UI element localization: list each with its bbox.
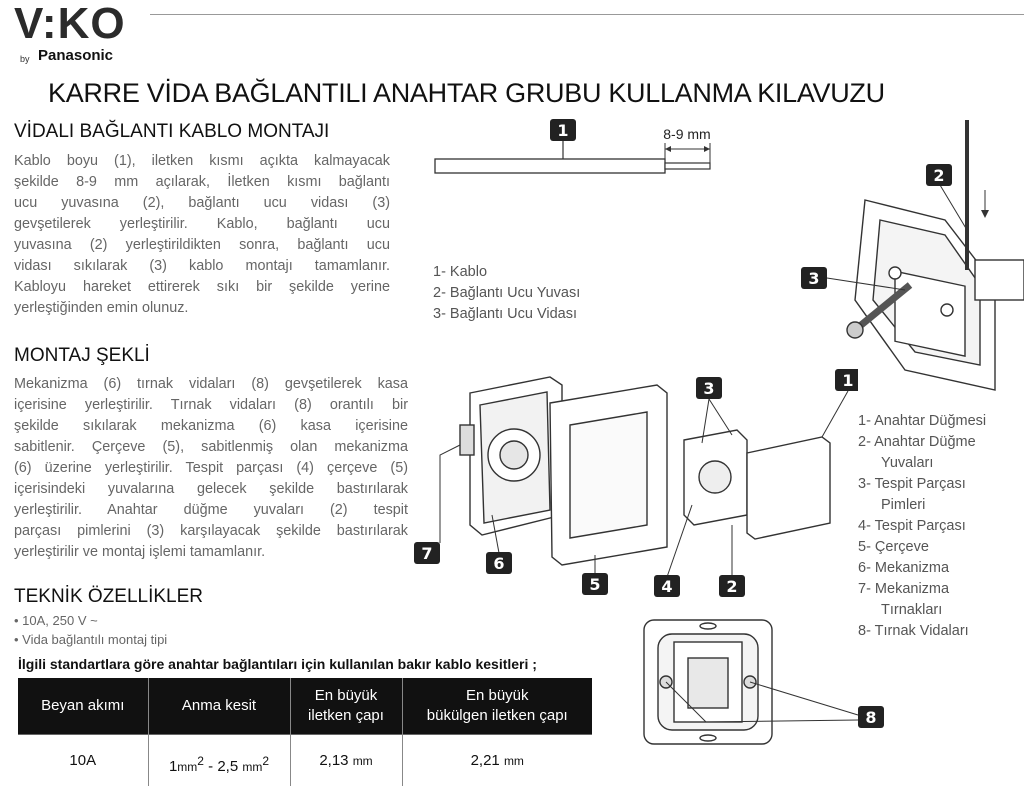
legend-cable-item: 1- Kablo [433,264,488,280]
table-header-cell: Anma kesit [148,678,290,734]
paragraph-line: yerleştirilir ve montaj işlemi tamamlanır. [14,544,266,560]
paragraph-line: Mekanizma (6) tırnak vidaları (8) gevşetilerek kasa [14,376,408,392]
section-cable-text [14,151,390,319]
paragraph-line: Kablo boyu (1), iletken kısmı açıkta kalmayacak [14,153,390,169]
table-row [18,734,592,786]
brand-logo: V:KO [14,0,126,48]
table-cell-max-conductor: 2,13 mm [290,734,402,786]
badge-3-text: 3 [703,379,715,398]
section-mount-title: MONTAJ ŞEKLİ [14,345,150,366]
paragraph-line: içerisine yerleştirilir. Tırnak vidaları (8) orantılı bir [14,397,408,413]
table-cell-section: $1mm^2 - 2,5$ $mm^2$ [148,734,290,786]
brand-sub-logo: Panasonic [38,47,114,64]
mechanism-front-diagram [636,612,894,752]
terminal-diagram [795,110,1024,400]
legend-assembly-item: Tırnakları [881,602,943,618]
tech-bullet-rating: • 10A, 250 V ~ [14,613,98,628]
legend-assembly-item: 2- Anahtar Düğme [858,434,976,450]
badge-8-text: 8 [865,708,877,727]
brand-by-text: by [20,54,30,64]
badge-2-text: 2 [726,577,738,596]
section-tech-title: TEKNİK ÖZELLİKLER [14,586,204,607]
badge-terminal-2-text: 2 [933,166,945,185]
cable-diagram [425,115,725,185]
cable-jacket-shape [435,159,665,173]
paragraph-line: sabitlenir. Çerçeve (5), sabitlenmiş olan mekanizma [14,439,408,455]
badge-cable-text: 1 [557,121,569,140]
legend-assembly-item: Pimleri [881,497,926,513]
switch-button-shape [747,437,830,539]
table-header-cell: Beyan akımı [18,678,148,734]
legend-assembly-item: 7- Mekanizma [858,581,950,597]
legend-assembly-item: 8- Tırnak Vidaları [858,623,969,639]
section-mount-text [14,374,408,563]
legend-assembly-item: 1- Anahtar Düğmesi [858,413,987,429]
table-header-cell: En büyük bükülgen iletken çapı [402,678,592,734]
table-cell-current: 10A [18,734,148,786]
paragraph-line: içerisindeki yuvalarına gelecek şekilde bastırılarak [14,481,408,497]
legend-assembly [858,411,986,642]
paragraph-line: şekilde sıkılarak mekanizma (6) kasa içerisine [14,418,408,434]
legend-assembly-item: Yuvaları [881,455,934,471]
badge-4-text: 4 [661,577,673,596]
assembly-diagram [412,365,858,600]
legend-cable-item: 3- Bağlantı Ucu Vidası [433,306,578,322]
cable-section-table [18,678,592,786]
paragraph-line: şekilde 8-9 mm açılarak, İletken kısmı bağlantı [14,174,390,190]
legend-assembly-item: 4- Tespit Parçası [858,518,966,534]
badge-7-text: 7 [421,544,433,563]
table-header-row [18,678,592,734]
paragraph-line: yerleştiğinden emin olunuz. [14,300,189,316]
table-cell-max-flexible: 2,21 mm [402,734,592,786]
paragraph-line: yerleştirilir. Anahtar düğme yuvaları (2) tespit [14,502,408,518]
badge-1-text: 1 [842,371,854,390]
paragraph-line: Kabloyu hareket ettirerek sıkı bir şekilde yerine [14,279,390,295]
tech-bullet-type: • Vida bağlantılı montaj tipi [14,632,168,647]
page-title: KARRE VİDA BAĞLANTILI ANAHTAR GRUBU KULLANMA KILAVUZU [48,78,885,108]
paragraph-line: vidası sıkılarak (3) kablo montajı tamamlanır. [14,258,390,274]
paragraph-line: parçası pimlerini (3) karşılayacak şekilde bastırılarak [14,523,408,539]
badge-terminal-3-text: 3 [808,269,820,288]
legend-cable-item: 2- Bağlantı Ucu Yuvası [433,285,581,301]
badge-6-text: 6 [493,554,505,573]
badge-5-text: 5 [589,575,601,594]
paragraph-line: yuvasına (2) yerleştirildikten sonra, bağlantı ucu [14,237,390,253]
cable-conductor-shape [665,163,710,169]
section-cable-title: VİDALI BAĞLANTI KABLO MONTAJI [14,121,330,142]
legend-cable [433,262,580,325]
table-header-cell: En büyük iletken çapı [290,678,402,734]
paragraph-line: gevşetilerek yerleştirilir. Kablo, bağlantı ucu [14,216,390,232]
cable-dimension-label: 8-9 mm [663,126,711,142]
legend-assembly-item: 6- Mekanizma [858,560,950,576]
legend-assembly-item: 3- Tespit Parçası [858,476,966,492]
header-rule [150,14,1024,15]
paragraph-line: (6) üzerine yerleştirilir. Tespit parçası (4) çerçeve (5) [14,460,408,476]
standards-note: İlgili standartlara göre anahtar bağlantıları için kullanılan bakır kablo kesitleri ; [18,656,537,672]
paragraph-line: ucu yuvasına (2), bağlantı ucu vidası (3) [14,195,390,211]
legend-assembly-item: 5- Çerçeve [858,539,929,555]
